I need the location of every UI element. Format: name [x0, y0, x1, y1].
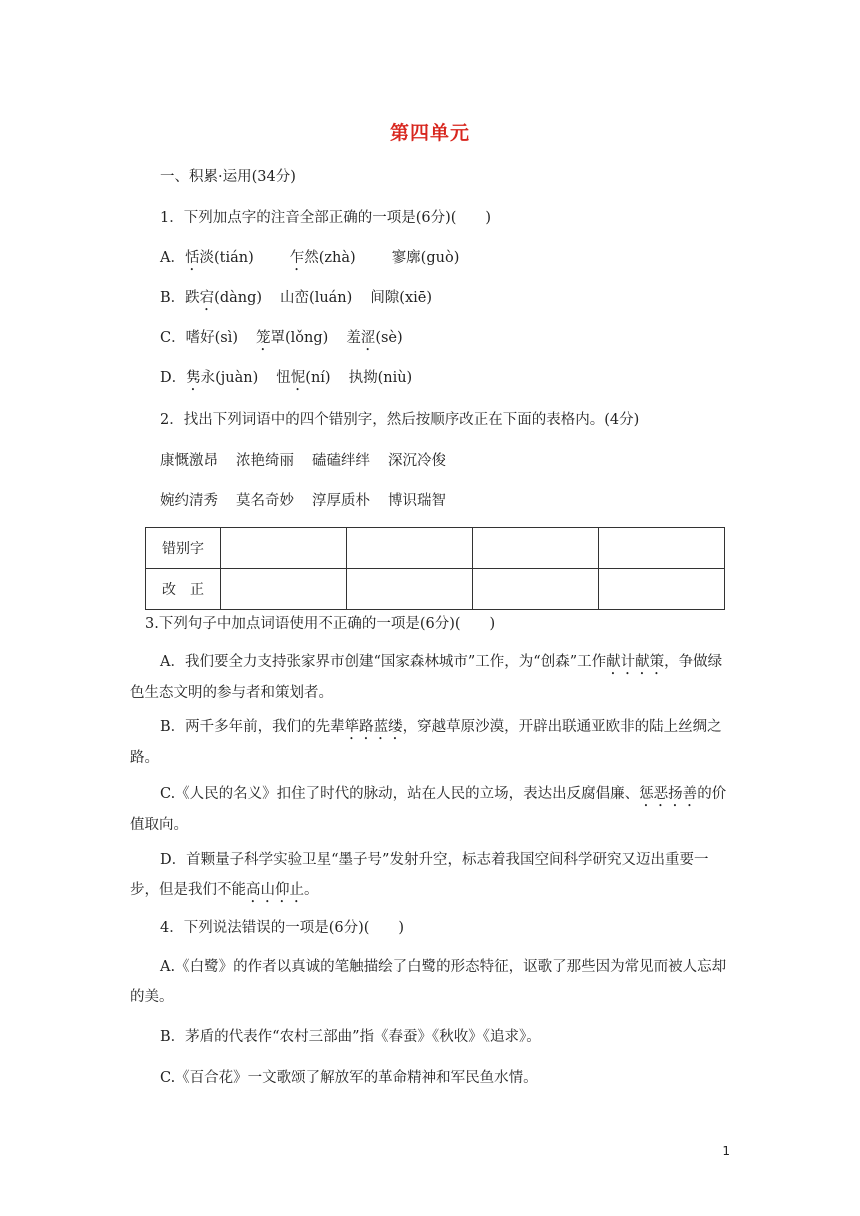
table-head-wrong: 错别字 [146, 528, 221, 569]
section-heading: 一、积累·运用(34分) [160, 169, 296, 185]
q4-option-b: B．茅盾的代表作“农村三部曲”指《春蚕》《秋收》《追求》。 [160, 1029, 541, 1045]
q3-option-a: A．我们要全力支持张家界市创建“国家森林城市”工作，为“创森”工作献计献策，争做绿色生态文明的参与者和策划者。 [130, 654, 723, 701]
table-row [146, 569, 725, 610]
answer-cell[interactable] [347, 528, 473, 569]
question-3-stem: 3.下列句子中加点词语使用不正确的一项是(6分)( ) [145, 616, 496, 632]
q1-option-d: D．隽永(juàn) 忸怩(ní) 执拗(niù) [160, 370, 413, 386]
q1-option-a: A．恬淡(tián) 乍然(zhà) 寥廓(guò) [160, 250, 460, 266]
answer-table [145, 527, 725, 610]
question-4-stem: 4．下列说法错误的一项是(6分)( ) [160, 920, 405, 936]
answer-cell[interactable] [599, 569, 725, 610]
question-1-stem: 1．下列加点字的注音全部正确的一项是(6分)( ) [160, 210, 492, 226]
answer-cell[interactable] [599, 528, 725, 569]
q3-option-c: C.《人民的名义》扣住了时代的脉动，站在人民的立场，表达出反腐倡廉、惩恶扬善的价值取向。 [130, 786, 727, 833]
answer-cell[interactable] [347, 569, 473, 610]
q4-option-a: A.《白鹭》的作者以真诚的笔触描绘了白鹭的形态特征，讴歌了那些因为常见而被人忘却的美。 [130, 959, 727, 1005]
table-head-correct: 改 正 [146, 569, 221, 610]
q2-words-row-1: 康慨激昂 浓艳绮丽 磕磕绊绊 深沉冷俊 [160, 453, 446, 469]
q2-words-row-2: 婉约清秀 莫名奇妙 淳厚质朴 博识瑞智 [160, 493, 446, 509]
q3-option-d: D．首颗量子科学实验卫星“墨子号”发射升空，标志着我国空间科学研究又迈出重要一步，但是我们不能高山仰止。 [130, 852, 709, 898]
answer-cell[interactable] [473, 569, 599, 610]
q3-option-b: B．两千多年前，我们的先辈筚路蓝缕，穿越草原沙漠，开辟出联通亚欧非的陆上丝绸之路。 [130, 719, 722, 766]
answer-cell[interactable] [221, 528, 347, 569]
question-2-stem: 2．找出下列词语中的四个错别字，然后按顺序改正在下面的表格内。(4分) [160, 412, 640, 428]
page-number: 1 [722, 1144, 730, 1158]
answer-cell[interactable] [221, 569, 347, 610]
q4-option-c: C.《百合花》一文歌颂了解放军的革命精神和军民鱼水情。 [160, 1070, 538, 1086]
table-row [146, 528, 725, 569]
q1-option-c: C．嗜好(sì) 笼罩(lǒng) 羞涩(sè) [160, 330, 403, 346]
unit-title: 第四单元 [389, 122, 470, 144]
answer-cell[interactable] [473, 528, 599, 569]
q1-option-b: B．跌宕(dàng) 山峦(luán) 间隙(xiē) [160, 290, 433, 306]
